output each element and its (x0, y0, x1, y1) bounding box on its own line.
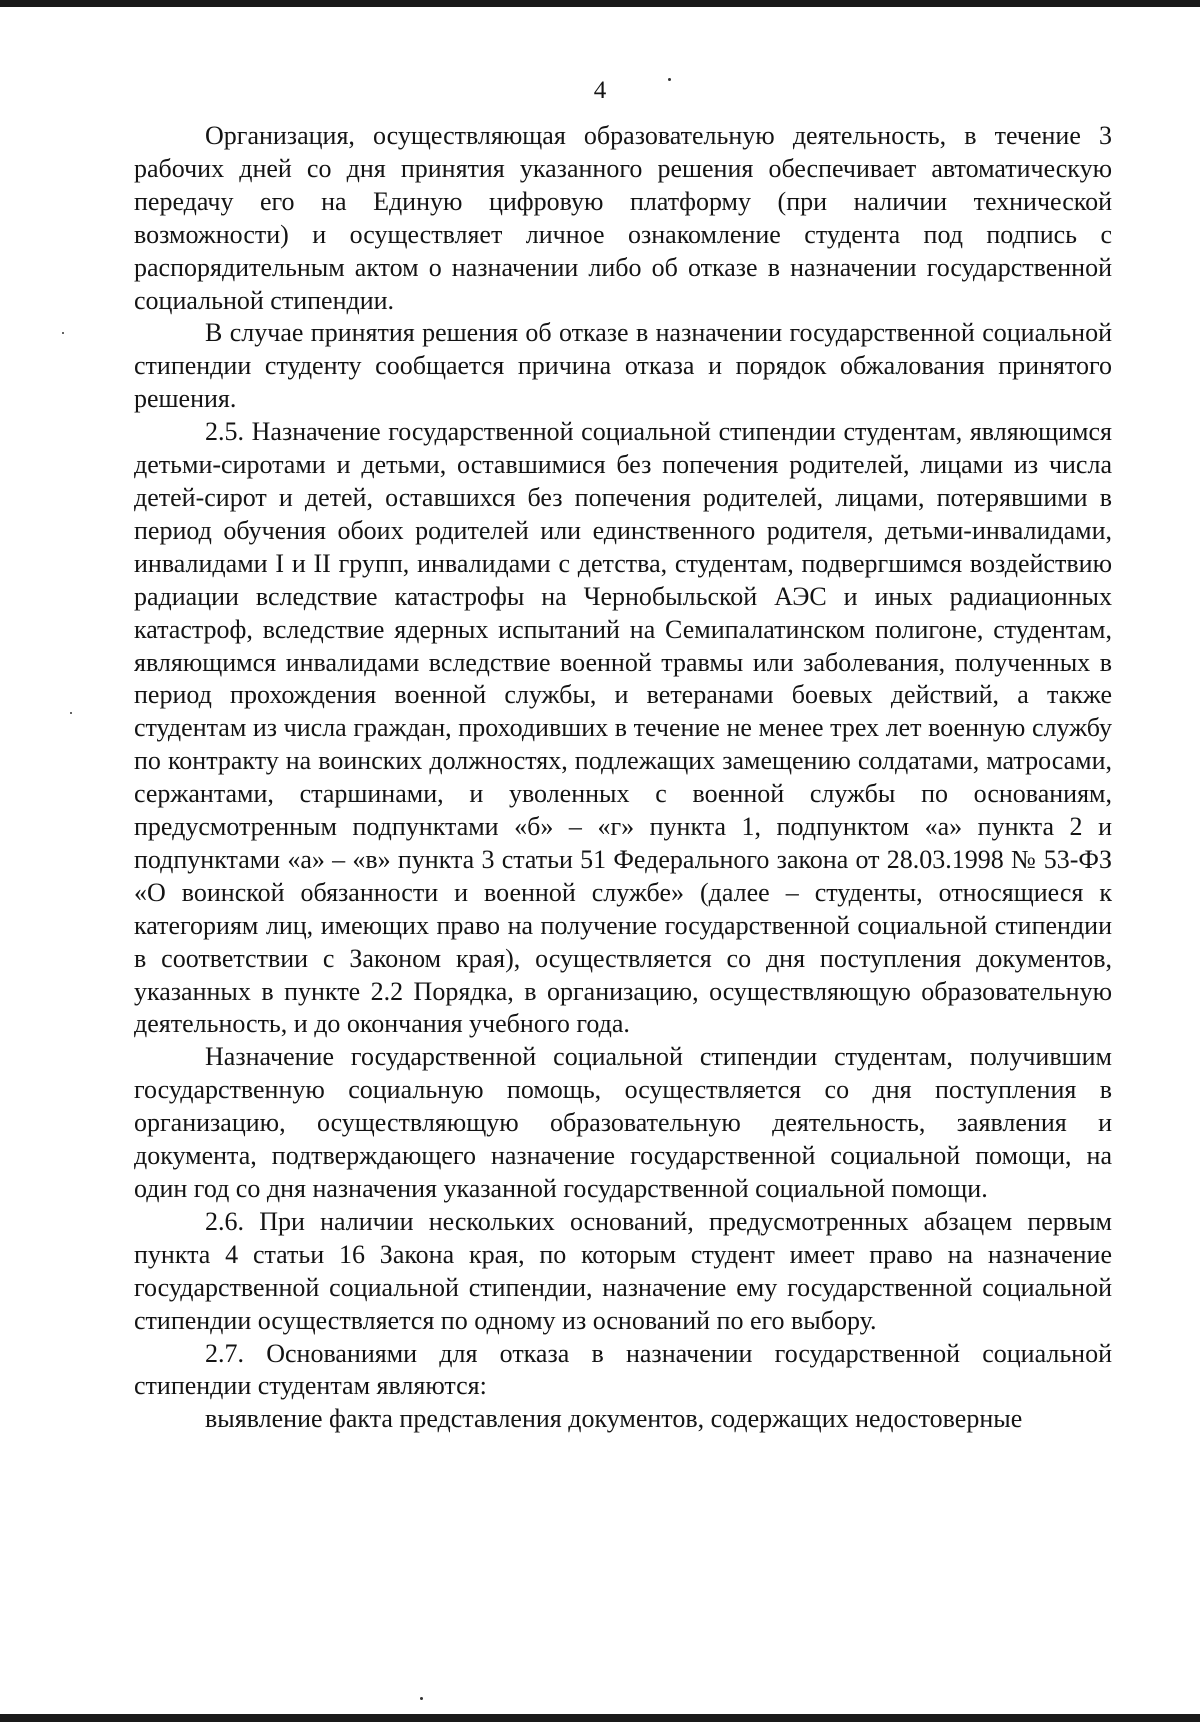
page-number: 4 (593, 77, 607, 104)
document-body (134, 120, 1112, 1436)
scan-top-edge (0, 0, 1200, 7)
paragraph: Назначение государственной социальной стипендии студентам, получившим государственную социальную помощь, осуществляется со дня поступления в организацию, осуществляющую образовательную деятельность, заявления и документа, подтверждающего назначение государственной социальной помощи, на один год со дня назначения указанной государственной социальной помощи. (134, 1042, 1112, 1203)
scan-bottom-edge (0, 1714, 1200, 1722)
scan-speck (62, 332, 64, 334)
paragraph: 2.5. Назначение государственной социальной стипендии студентам, являющимся детьми-сиротами и детьми, оставшимися без попечения родителей, лицами из числа детей-сирот и детей, оставшихся без попечения родителей, лицами, потерявшими в период обучения обоих родителей или единственного родителя, детьми-инвалидами, инвалидами I и II групп, инвалидами с детства, студентам, подвергшимся воздействию радиации вследствие катастрофы на Чернобыльской АЭС и иных радиационных катастроф, вследствие ядерных испытаний на Семипалатинском полигоне, студентам, являющимся инвалидами вследствие военной травмы или заболевания, полученных в период прохождения военной службы, и ветеранами боевых действий, а также студентам из числа граждан, проходивших в течение не менее трех лет военную службу по контракту на воинских должностях, подлежащих замещению солдатами, матросами, сержантами, старшинами, и уволенных с военной службы по основаниям, предусмотренным подпунктами «б» – «г» пункта 1, подпунктом «а» пункта 2 и подпунктами «а» – «в» пункта 3 статьи 51 Федерального закона от 28.03.1998 № 53-ФЗ «О воинской обязанности и военной службе» (далее – студенты, относящиеся к категориям лиц, имеющих право на получение государственной социальной стипендии в соответствии с Законом края), осуществляется со дня поступления документов, указанных в пункте 2.2 Порядка, в организацию, осуществляющую образовательную деятельность, и до окончания учебного года. (134, 417, 1112, 1039)
paragraph: выявление факта представления документов, содержащих недостоверные (205, 1404, 1023, 1434)
scan-speck (420, 1697, 423, 1700)
paragraph: 2.6. При наличии нескольких оснований, предусмотренных абзацем первым пункта 4 статьи 16 Закона края, по которым студент имеет право на назначение государственной социальной стипендии, назначение ему государственной социальной стипендии осуществляется по одному из оснований по его выбору. (134, 1206, 1112, 1335)
paragraph: В случае принятия решения об отказе в назначении государственной социальной стипендии студенту сообщается причина отказа и порядок обжалования принятого решения. (134, 318, 1112, 414)
scan-speck (70, 712, 72, 714)
scan-speck (668, 78, 671, 81)
paragraph: Организация, осуществляющая образовательную деятельность, в течение 3 рабочих дней со дня принятия указанного решения обеспечивает автоматическую передачу его на Единую цифровую платформу (при наличии технической возможности) и осуществляет личное ознакомление студента под подпись с распорядительным актом о назначении либо об отказе в назначении государственной социальной стипендии. (134, 121, 1112, 315)
paragraph: 2.7. Основаниями для отказа в назначении государственной социальной стипендии студентам являются: (134, 1338, 1112, 1401)
